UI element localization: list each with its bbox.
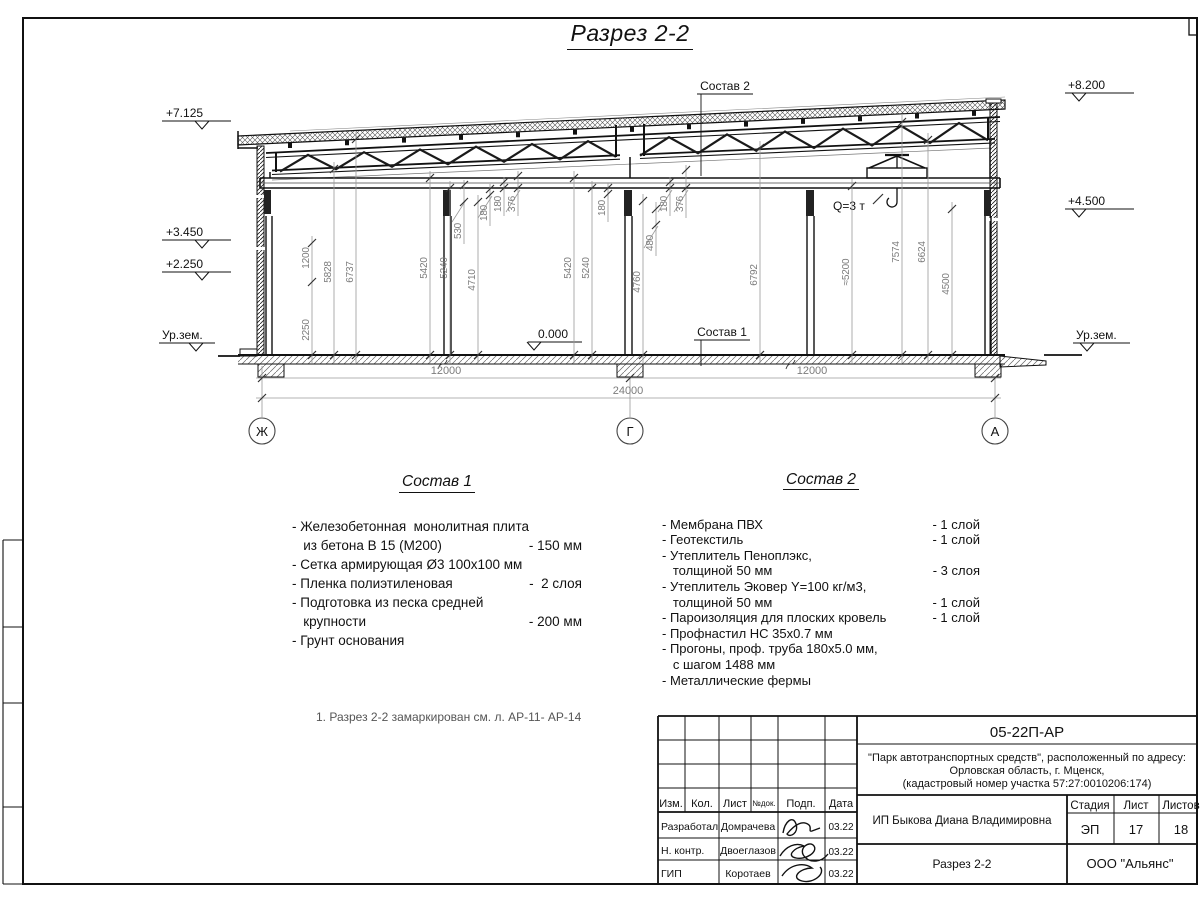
list-item: толщиной 50 мм - 1 слой: [662, 594, 980, 610]
dim-4760: 4760: [632, 271, 643, 293]
crane-hook-icon: [887, 188, 897, 207]
dim-bay2: 12000: [796, 365, 828, 377]
vertical-dimensions: [301, 115, 956, 363]
composition-1-list: [292, 472, 582, 650]
ground-level-right: Ур.зем.: [1076, 328, 1117, 342]
dim-5200: ≈5200: [841, 258, 852, 286]
dim-180-b: 180: [493, 195, 504, 213]
dim-180-a: 180: [479, 204, 490, 222]
list-item: - Утеплитель Пеноплэкс,: [662, 547, 812, 563]
elevation-left-mid: +3.450: [166, 225, 204, 239]
row-name-1: Двоеглазов: [720, 845, 776, 857]
list-item: - Железобетонная монолитная плита: [292, 519, 530, 534]
company: ООО "Альянс": [1086, 856, 1174, 871]
dim-376-a: 376: [507, 195, 518, 213]
elevation-zero: 0.000: [538, 327, 569, 341]
col-data: Дата: [828, 798, 854, 810]
elevation-right-mid: +4.500: [1068, 194, 1106, 208]
list-item: - Подготовка из песка средней: [292, 595, 484, 610]
ground-level-left: Ур.зем.: [162, 328, 203, 342]
list-item: - Сетка армирующая Ø3 100x100 мм: [292, 557, 523, 572]
row-role-2: ГИП: [661, 868, 682, 880]
signature-1: [783, 820, 820, 836]
dim-4710: 4710: [467, 269, 478, 291]
col-list: Лист: [723, 798, 747, 810]
composition-1-header: Состав 1: [292, 472, 582, 493]
elevation-left-low: +2.250: [166, 257, 204, 271]
col-kol: Кол.: [691, 798, 713, 810]
elevation-right-top: +8.200: [1068, 78, 1106, 92]
suspended-crane: [833, 155, 927, 213]
list-item: - Мембрана ПВХ - 1 слой: [662, 516, 980, 532]
row-date-1: 03.22: [828, 847, 854, 858]
list-item: крупности - 200 мм: [292, 614, 582, 629]
sostav1-ref-label: Состав 1: [697, 325, 747, 339]
dim-6792: 6792: [749, 264, 760, 286]
dim-180-c: 180: [597, 199, 608, 217]
crane-runway-beam: [260, 178, 1000, 188]
left-margin-cells: [3, 540, 23, 884]
dim-1200: 1200: [301, 247, 312, 269]
list-item: с шагом 1488 мм: [662, 656, 776, 672]
sheet-title: Разрез 2-2: [932, 857, 992, 871]
list-item: - Грунт основания: [292, 633, 405, 648]
row-date-2: 03.22: [828, 869, 854, 880]
dim-530: 530: [453, 222, 464, 240]
elevation-left-top: +7.125: [166, 106, 204, 120]
foundation-right: [975, 364, 1001, 377]
dim-376-b: 376: [675, 195, 686, 213]
col-ndoc: №док.: [752, 799, 776, 808]
dim-5420-b: 5420: [563, 257, 574, 279]
dim-180-d: 180: [659, 195, 670, 213]
row-name-0: Домрачева: [720, 821, 776, 833]
row-name-2: Коротаев: [725, 868, 771, 880]
drawing-note: 1. Разрез 2-2 замаркирован см. л. АР-11- АР-14: [316, 710, 582, 724]
project-line1: "Парк автотранспортных средств", расположенный по адресу:: [868, 752, 1186, 764]
dim-total: 24000: [612, 385, 644, 397]
sheets-value: 18: [1173, 822, 1189, 837]
list-item: из бетона В 15 (М200) - 150 мм: [292, 538, 582, 553]
dim-4500: 4500: [941, 273, 952, 295]
stage-value: ЭП: [1080, 822, 1100, 837]
columns: [264, 190, 991, 355]
axis-bubble-a: А: [990, 424, 1000, 439]
list-item: - Утеплитель Эковер Y=100 кг/м3,: [662, 578, 867, 594]
right-apron: [1000, 356, 1046, 367]
row-role-1: Н. контр.: [661, 845, 705, 857]
sheet-label: Лист: [1123, 800, 1149, 812]
crane-capacity-label: Q=3 т: [833, 199, 865, 213]
row-role-0: Разработал: [661, 821, 719, 833]
list-item: - Металлические фермы: [662, 672, 811, 688]
dim-5828: 5828: [323, 261, 334, 283]
list-item: - Прогоны, проф. труба 180x5.0 мм,: [662, 641, 878, 657]
list-item: - Пароизоляция для плоских кровель - 1 слой: [662, 610, 980, 626]
dim-bay1: 12000: [430, 365, 462, 377]
doc-code: 05-22П-АР: [989, 724, 1065, 741]
stage-label: Стадия: [1070, 800, 1110, 812]
axis-bubble-zh: Ж: [255, 424, 269, 439]
list-item: толщиной 50 мм - 3 слоя: [662, 563, 980, 579]
foundation-center: [617, 364, 643, 377]
dim-5240-a: 5240: [439, 257, 450, 279]
dim-6624: 6624: [917, 241, 928, 263]
dim-5420-a: 5420: [419, 257, 430, 279]
sheets-label: Листов: [1162, 800, 1200, 812]
dim-2250: 2250: [301, 319, 312, 341]
page-title: Разрез 2-2: [560, 20, 700, 50]
sostav2-ref-label: Состав 2: [700, 79, 750, 93]
corner-stamp-box: [1189, 18, 1197, 35]
client: ИП Быкова Диана Владимировна: [872, 815, 1052, 827]
composition-2-list: [662, 472, 980, 688]
title-block: [658, 716, 1200, 884]
list-item: - Пленка полиэтиленовая - 2 слоя: [292, 576, 582, 591]
composition-2-header: Состав 2: [662, 472, 980, 490]
project-line2: Орловская область, г. Мценск,: [949, 765, 1105, 777]
sheet-value: 17: [1128, 822, 1144, 837]
dim-7574: 7574: [891, 241, 902, 263]
axis-bubble-g: Г: [626, 424, 634, 439]
signature-2: [780, 844, 828, 882]
list-item: - Профнастил НС 35x0.7 мм: [662, 625, 833, 641]
col-izm: Изм.: [659, 798, 683, 810]
dim-6737: 6737: [345, 261, 356, 283]
project-line3: (кадастровый номер участка 57:27:0010206:174): [902, 778, 1152, 790]
dim-5240-b: 5240: [581, 257, 592, 279]
list-item: - Геотекстиль - 1 слой: [662, 532, 980, 548]
row-date-0: 03.22: [828, 822, 854, 833]
col-podp: Подп.: [786, 798, 816, 810]
dim-480: 480: [645, 234, 656, 252]
